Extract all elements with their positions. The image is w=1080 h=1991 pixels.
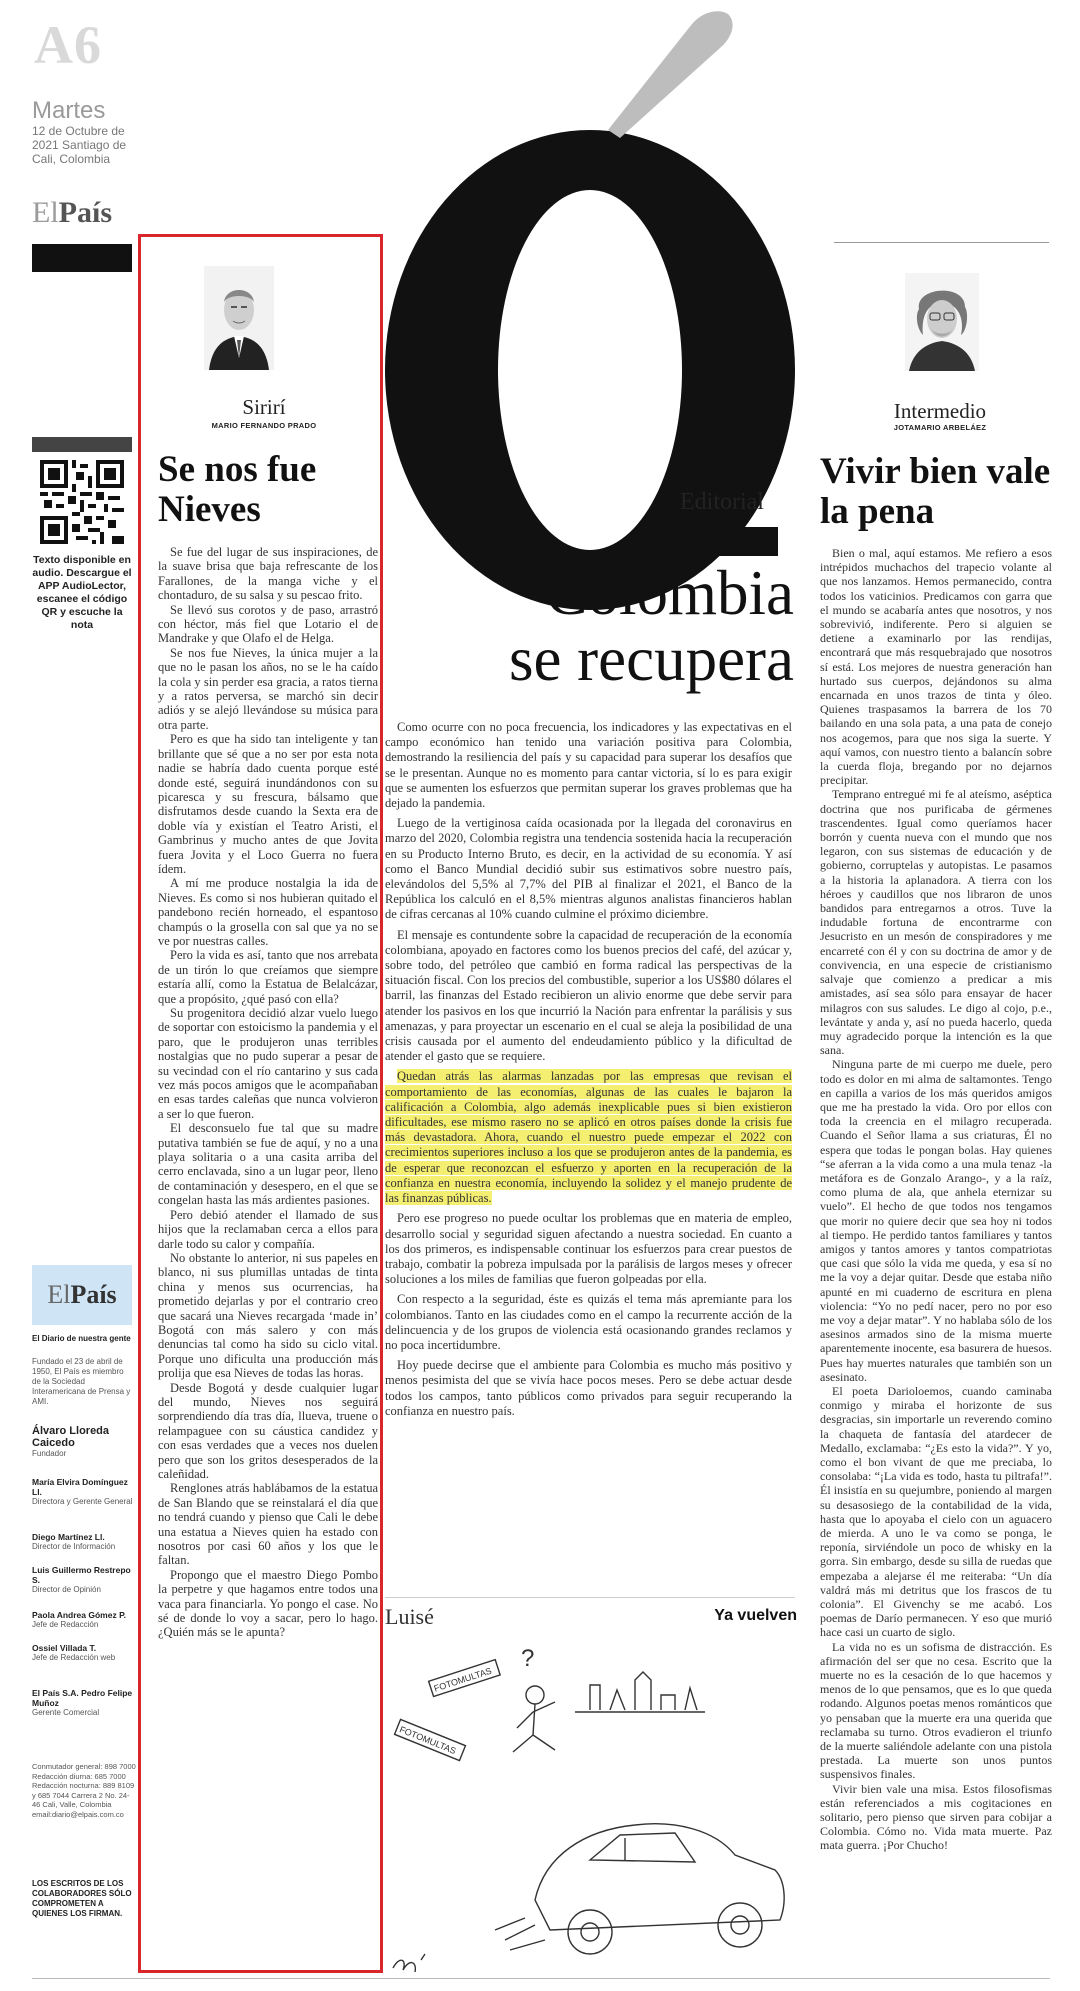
qr-caption: Texto disponible en audio. Descargue el APP AudioLector, escanee el código QR y escuche la nota [32, 554, 132, 631]
column-name: Intermedio [893, 399, 987, 423]
columnist-photo [204, 266, 274, 370]
paragraph: Se llevó sus corotos y de paso, arrastró con héctor, más fiel que Lotario el de Mandrake y que Olafo el de Helga. [158, 602, 378, 646]
masthead-logo-light: El [47, 1280, 71, 1309]
paragraph: Hoy puede decirse que el ambiente para Colombia es mucho más positivo y menos pesimista del que se vivía hace pocos meses. Pero se debe actuar desde todos los campos, tanto públicos como privados para seguir recuperando la confianza en nuestro país. [385, 1358, 792, 1418]
column-body [820, 546, 1052, 1853]
paragraph: Vivir bien vale una misa. Estos filosofismas están referenciados a mis cogitaciones en solitario, pero pienso que sirven para cobijar a Colombia. Cómo no. Vida mata muerte. Paz mata guerra. ¡Por Chucho! [820, 1781, 1052, 1853]
rail-black-bar [32, 244, 132, 272]
staff-role: Jefe de Redacción web [32, 1653, 116, 1662]
logo-bold: País [58, 196, 113, 229]
staff-name: Paola Andrea Gómez P. [32, 1610, 127, 1620]
cartoon-artist: Luisé [385, 1604, 434, 1629]
paragraph: Propongo que el maestro Diego Pombo la perpetre y que hagamos entre todos una vaca para financiarla. Yo pongo el case. No sé de donde lo voy a sacar, pero lo hago. ¿Quién más se le apunta? [158, 1567, 378, 1640]
paragraph: Bien o mal, aquí estamos. Me refiero a esos intrépidos muchachos del trapecio volante al que nos lanzamos. Hemos permanecido, contra todos los vaticinios. Predicamos con garra que el mundo se acabaría antes que nosotros, y nos sobrevivió, indiferente. Pero si alguien se detiene a examinarlo por las rendijas, encontrará que más resquebrajado que nosotros sí está. Los mejores de nuestra generación han hurtado sus cuerpos, dejándonos su alma encarnada en unos trazos de tinta y óleo. Quienes traspasamos la barrera de los 70 bailando en una sola pata, a una pata de conejo nos acogemos, para que nos siga la suerte. Y aquí vamos, con nuestro tiento a balancín sobre la cuerda floja, bregando por no dejarnos precipitar. [820, 546, 1052, 788]
column-body [158, 545, 378, 1640]
paragraph: Pero debió atender el llamado de sus hijos que la reclamaban cerca a ellos para darle todo su calor y compañía. [158, 1207, 378, 1251]
staff-name: Diego Martínez Ll. [32, 1532, 105, 1542]
staff-entry [32, 1643, 136, 1663]
columnist-photo [905, 273, 979, 371]
editorial-black-bar [676, 527, 778, 556]
cartoon-sign-label: FOTOMULTAS [432, 1665, 493, 1694]
headline-line: se recupera [508, 624, 794, 694]
staff-entry [32, 1565, 136, 1595]
staff-role: Fundador [32, 1449, 67, 1458]
day-name: Martes [32, 97, 106, 124]
staff-entry [32, 1688, 136, 1718]
column-name: Sirirí [242, 395, 286, 419]
staff-name: Ossiel Villada T. [32, 1643, 97, 1653]
editorial-body [385, 720, 792, 1424]
masthead-founded: Fundado el 23 de abril de 1950, El País es miembro de la Sociedad Interamericana de Prensa y AMI. [32, 1357, 131, 1406]
logo-light: El [32, 196, 59, 229]
divider [834, 242, 1049, 243]
paragraph: Temprano entregué mi fe al ateísmo, aséptica doctrina que nos purificaba de gérmenes trascendentes. Igual como queríamos hacer borrón y cuenta nueva con el mundo que nos legaron, con sus sistemas de educación y de gobierno, corruptelas y autopistas. Le pasamos a la historia la aplanadora. A tierra con los héroes y caudillos que nos libraron de unos bandidos para entregarnos a otros. Tuve la indudable fortuna de encontrarme con Jesucristo en un mesón de conspiradores y me encarreté con él y con su doctrina de amor y de convivencia, en una especie de cristianismo salvaje que comienzo a predicar a mis amistades, así sea sólo para ensayar de hacer milagros con sus saludes. Le digo al cojo, p.e., levántate y anda y, así no pueda hacerlo, queda muy agradecido porque la intención es la que sana. [820, 787, 1052, 1058]
date-location: 12 de Octubre de 2021 Santiago de Cali, Colombia [32, 124, 127, 166]
paragraph: Su progenitora decidió alzar vuelo luego de soportar con estoicismo la pandemia y el paro, que le produjeron unas terribles nostalgias que no pudo superar a pesar de su vecindad con el río cantarino y sus cada vez más pocos amigos que le acompañaban en esas tardes caleñas que nunca volvieron a ser lo que fueron. [158, 1006, 378, 1121]
paragraph: Ninguna parte de mi cuerpo me duele, pero todo es dolor en mi alma de saltamontes. Tengo en capilla a varios de los más queridos amigos que me ha prestado la vida. Oro por ellos con toda la creencia en el milagro recuperada. Cuando el Señor llama a sus criaturas, Él no espera que todas le pongan bolas. Hay quienes “se aferran a la vida como a una mula tenaz -la metáfora es de Gonzalo Arango-, y a la raíz, como pluma de ala, que anhela eternizar su vuelo”. El hecho de que todos nos tengamos que morir no quiere decir que sea hoy ni todos al tiempo. He perdido tantos familiares y tantos amigos y tantos amores y tantos compatriotas que casi que sólo la vida me queda, y esa sí no me la voy a dejar quitar. Desde que estaba niño apunté en mi cuaderno de escritura en plena violencia: “Yo no pedí nacer, pero no por eso me voy a dejar matar”. Y no hablaba sólo de los asesinos armados sino de la misma muerte aparentemente inocente, esa basurera de huesos. Pues hay muertes naturales que también son un asesinato. [820, 1057, 1052, 1384]
masthead-tagline: El Diario de nuestra gente [32, 1334, 131, 1343]
column-headline: Se nos fue Nieves [158, 449, 317, 530]
masthead-logo [32, 1265, 132, 1325]
cartoon-sign-label: FOTOMULTAS [398, 1724, 458, 1757]
svg-text:?: ? [521, 1645, 535, 1672]
paragraph: Pero es que ha sido tan inteligente y tan brillante que sé que a no ser por esta nota nadie se habría dado cuenta porque esté donde esté, seguirá inundándonos con su picaresca y su frescura, bálsamo que disfrutamos desde cuando la Sexta era de doble vía y existían el Teatro Aristi, el Gambrinus y mucho antes de que Jovita fuera Jovita y el Loco Guerra no fuera ídem. [158, 732, 378, 876]
qr-header-bar [32, 437, 132, 452]
staff-role: Director de Información [32, 1542, 116, 1551]
paragraph: Pero ese progreso no puede ocultar los problemas que en materia de empleo, desarrollo social y seguridad siguen afectando a nuestra sociedad. En cuanto a los dos primeros, es indispensable continuar los esfuerzos para crear puestos de trabajo, combatir la pobreza impulsada por la parálisis de largos meses y ofrecer soluciones a los miles de familias que fueron golpeadas por ella. [385, 1211, 792, 1287]
paragraph: No obstante lo anterior, ni sus papeles en blanco, ni sus plumillas untadas de tinta china y menos sus ocurrencias, ha prometido dejarlas y por el contrario creo que sacará una Nieves recargada ‘made in’ Bogotá con más salero y con más denuncias tal como ha sido su ciclo vital. Porque uno dificulta una producción más prolija que esa Nieves de todas las horas. [158, 1250, 378, 1381]
paragraph: Renglones atrás hablábamos de la estatua de San Blando que se reinstalará el día que no tendrá cuando y pienso que Cali le debe una estatua a Nieves quien ha estado con nosotros por casi 60 años y los que le faltan. [158, 1481, 378, 1568]
staff-name: Luis Guillermo Restrepo S. [32, 1565, 131, 1585]
divider [32, 1978, 1050, 1979]
paragraph: Con respecto a la seguridad, éste es quizás el tema más apremiante para los colombianos. Tanto en las ciudades como en el campo la recurrente acción de la delincuencia y de los grupos de violencia está ocasionando grandes reclamos y no poca incertidumbre. [385, 1292, 792, 1352]
section-label: Editorial [680, 489, 764, 515]
contact-info: Conmutador general: 898 7000 Redacción diurna: 685 7000 Redacción nocturna: 889 8109 y 685 7044 Carrera 2 No. 24-46 Cali, Valle, Colombia email:diario@elpais.com.co [32, 1762, 136, 1819]
page-number: A6 [34, 15, 102, 75]
staff-name: Álvaro Lloreda Caicedo [32, 1425, 110, 1449]
staff-entry [32, 1477, 136, 1507]
staff-role: Jefe de Redacción [32, 1620, 99, 1629]
paragraph: El poeta Darioloemos, cuando caminaba conmigo y miraba el horizonte de sus desgracias, sin importarle un reverendo comino la chaqueta de fantasía del atardecer de Medallo, exclamaba: “¿Es esto la vida?”. Y yo, como el bon vivant de que me preciaba, lo consolaba: “¡La vida es todo, hasta tu piltrafa!”. Él insistía en su quejumbre, poniendo al margen su desasosiego de la contabilidad de la vida, hasta que lo apoyaba el cielo con un aguacero de mierda. A uno le va como se ponga, le reponía, sirviéndole un poco de whisky en la gorra. Sin embargo, desde su silla de ruedas que empezaba a alejarse él me reiteraba: “Un día valdrá más mi detritus que los frascos de tu colonia”. El Givenchy se me acabó. Los poemas de Darío permanecen. Y eso que murió hace casi un cuarto de siglo. [820, 1383, 1052, 1640]
paragraph: Como ocurre con no poca frecuencia, los indicadores y las expectativas en el campo económico han tenido una variación positiva para Colombia, demostrando la resiliencia del país y su capacidad para superar los desafíos que se le presentan. Aunque no es momento para cantar victoria, sí lo es para exigir que se aumenten los esfuerzos que permitan superar los graves problemas que ha dejado la pandemia. [385, 720, 792, 811]
newspaper-logo [32, 196, 112, 230]
staff-role: Director de Opinión [32, 1585, 101, 1594]
paragraph: El desconsuelo fue tal que su madre putativa también se fue de aquí, y no a una playa solitaria o a una casita arriba del cerro enclavada, sino a un lugar peor, lleno de contaminación y desespero, en el que se congelan hasta las más ardientes pasiones. [158, 1121, 378, 1208]
staff-role: Gerente Comercial [32, 1708, 100, 1717]
accent-mark-graphic [580, 10, 740, 140]
paragraph: Luego de la vertiginosa caída ocasionada por la llegada del coronavirus en marzo del 2020, Colombia registra una tendencia sostenida hacia la recuperación en su Producto Interno Bruto, es decir, en la actividad de su economía. Y así como el Banco Mundial decidió subir sus estimativos sobre nuestro país, elevándolos del 5,5% al 7,7% del PIB al finalizar el 2021, el Banco de la República los calculó en el 8,5% mientras algunos analistas financieros hablan de cifras cercanas al 10% cuando culmine el próximo diciembre. [385, 816, 792, 922]
highlighted-text: Quedan atrás las alarmas lanzadas por las empresas que revisan el comportamiento de las economías, algunas de las cuales le bajaron la calificación a Colombia, algo además inexplicable pues si bien existieron dificultades, ese mismo rasero no se aplicó en otros países donde la crisis fue más devastadora. Ahora, cuando el nuestro puede empezar el 2022 con crecimientos superiores incluso a los que se produjeron antes de la pandemia, es de esperar que reconozcan el esfuerzo y aporten en la recuperación de la confianza en nuestra economía, incluyendo la solidez y el manejo prudente de las finanzas públicas. [385, 1069, 792, 1206]
cartoon-title: Ya vuelven [714, 1607, 797, 1624]
staff-name: María Elvira Domínguez Ll. [32, 1477, 128, 1497]
staff-entry [32, 1610, 136, 1630]
headline-line: Colombia [545, 558, 794, 628]
staff-entry [32, 1425, 136, 1459]
paragraph: Desde Bogotá y desde cualquier lugar del mundo, Nieves nos seguirá sorprendiendo día tras día, llueva, truene o relampaguee con su cáustica candidez y con esas verdades que a veces nos duelen pero que son los gritos desesperados de la caleñidad. [158, 1380, 378, 1481]
column-author: JOTAMARIO ARBELÁEZ [893, 423, 987, 432]
divider [385, 1597, 795, 1598]
masthead-logo-bold: País [70, 1280, 117, 1309]
paragraph: Se nos fue Nieves, la única mujer a la que no le pasan los años, no se le ha caído la cola y sin perder esa gracia, a ratos tierna y a ratos perversa, se marchó sin decir adiós y se alejó llevándose su música para otra parte. [158, 645, 378, 732]
staff-name: El País S.A. Pedro Felipe Muñoz [32, 1688, 133, 1708]
paragraph: A mí me produce nostalgia la ida de Nieves. Es como si nos hubieran quitado el pandebono recién horneado, el espantoso champús o la grosella con sal que ya no se ve por nuestras calles. [158, 876, 378, 948]
cartoon-drawing [385, 1640, 795, 1980]
paragraph: La vida no es un sofisma de distracción. Es afirmación del ser que no cesa. Escrito que la muerte no es la cesación de lo que hacemos y menos de lo que pensamos, que es lo que queda rodando. Algunos poetas menos románticos que yo pensaban que la muerte era una querida que reclamaba su turno. Otros evadieron el triunfo de la muerte saliéndole adelante con una pistola prestada. La muerte son unos puntos suspensivos finales. [820, 1639, 1052, 1782]
staff-entry [32, 1532, 136, 1552]
disclaimer: LOS ESCRITOS DE LOS COLABORADORES SÓLO COMPROMETEN A QUIENES LOS FIRMAN. [32, 1879, 132, 1918]
editorial-headline [432, 560, 794, 692]
highlighted-paragraph [385, 1069, 792, 1206]
paragraph: Se fue del lugar de sus inspiraciones, de la suave brisa que baja refrescante de los Farallones, de la manga viche y el chontaduro, de su salsa y su pescao frito. [158, 545, 378, 603]
column-headline: Vivir bien vale la pena [820, 451, 1051, 532]
paragraph: El mensaje es contundente sobre la capacidad de recuperación de la economía colombiana, apoyado en factores como los buenos precios del café, del azúcar y, sobre todo, del petróleo que cambió en forma radical las perspectivas de la situación fiscal. Con los precios del combustible, superior a los US$80 dólares el barril, las finanzas del Estado recibieron un alivio enorme que debe servir para atender los pasivos en los que incurrió la Nación para enfrentar la parálisis y sus amenazas, y para proyectar un escenario en el cual se aleja la posibilidad de una crisis causada por el aumento del endeudamiento público y la dificultad de atender el gasto que se requiere. [385, 927, 792, 1064]
staff-role: Directora y Gerente General [32, 1497, 133, 1506]
paragraph: Pero la vida es así, tanto que nos arrebata de un tirón lo que creíamos que siempre estaría allí, como la Estatua de Belalcázar, que a propósito, ¿qué pasó con ella? [158, 948, 378, 1006]
qr-code-icon[interactable] [40, 460, 124, 544]
column-author: MARIO FERNANDO PRADO [211, 421, 317, 430]
